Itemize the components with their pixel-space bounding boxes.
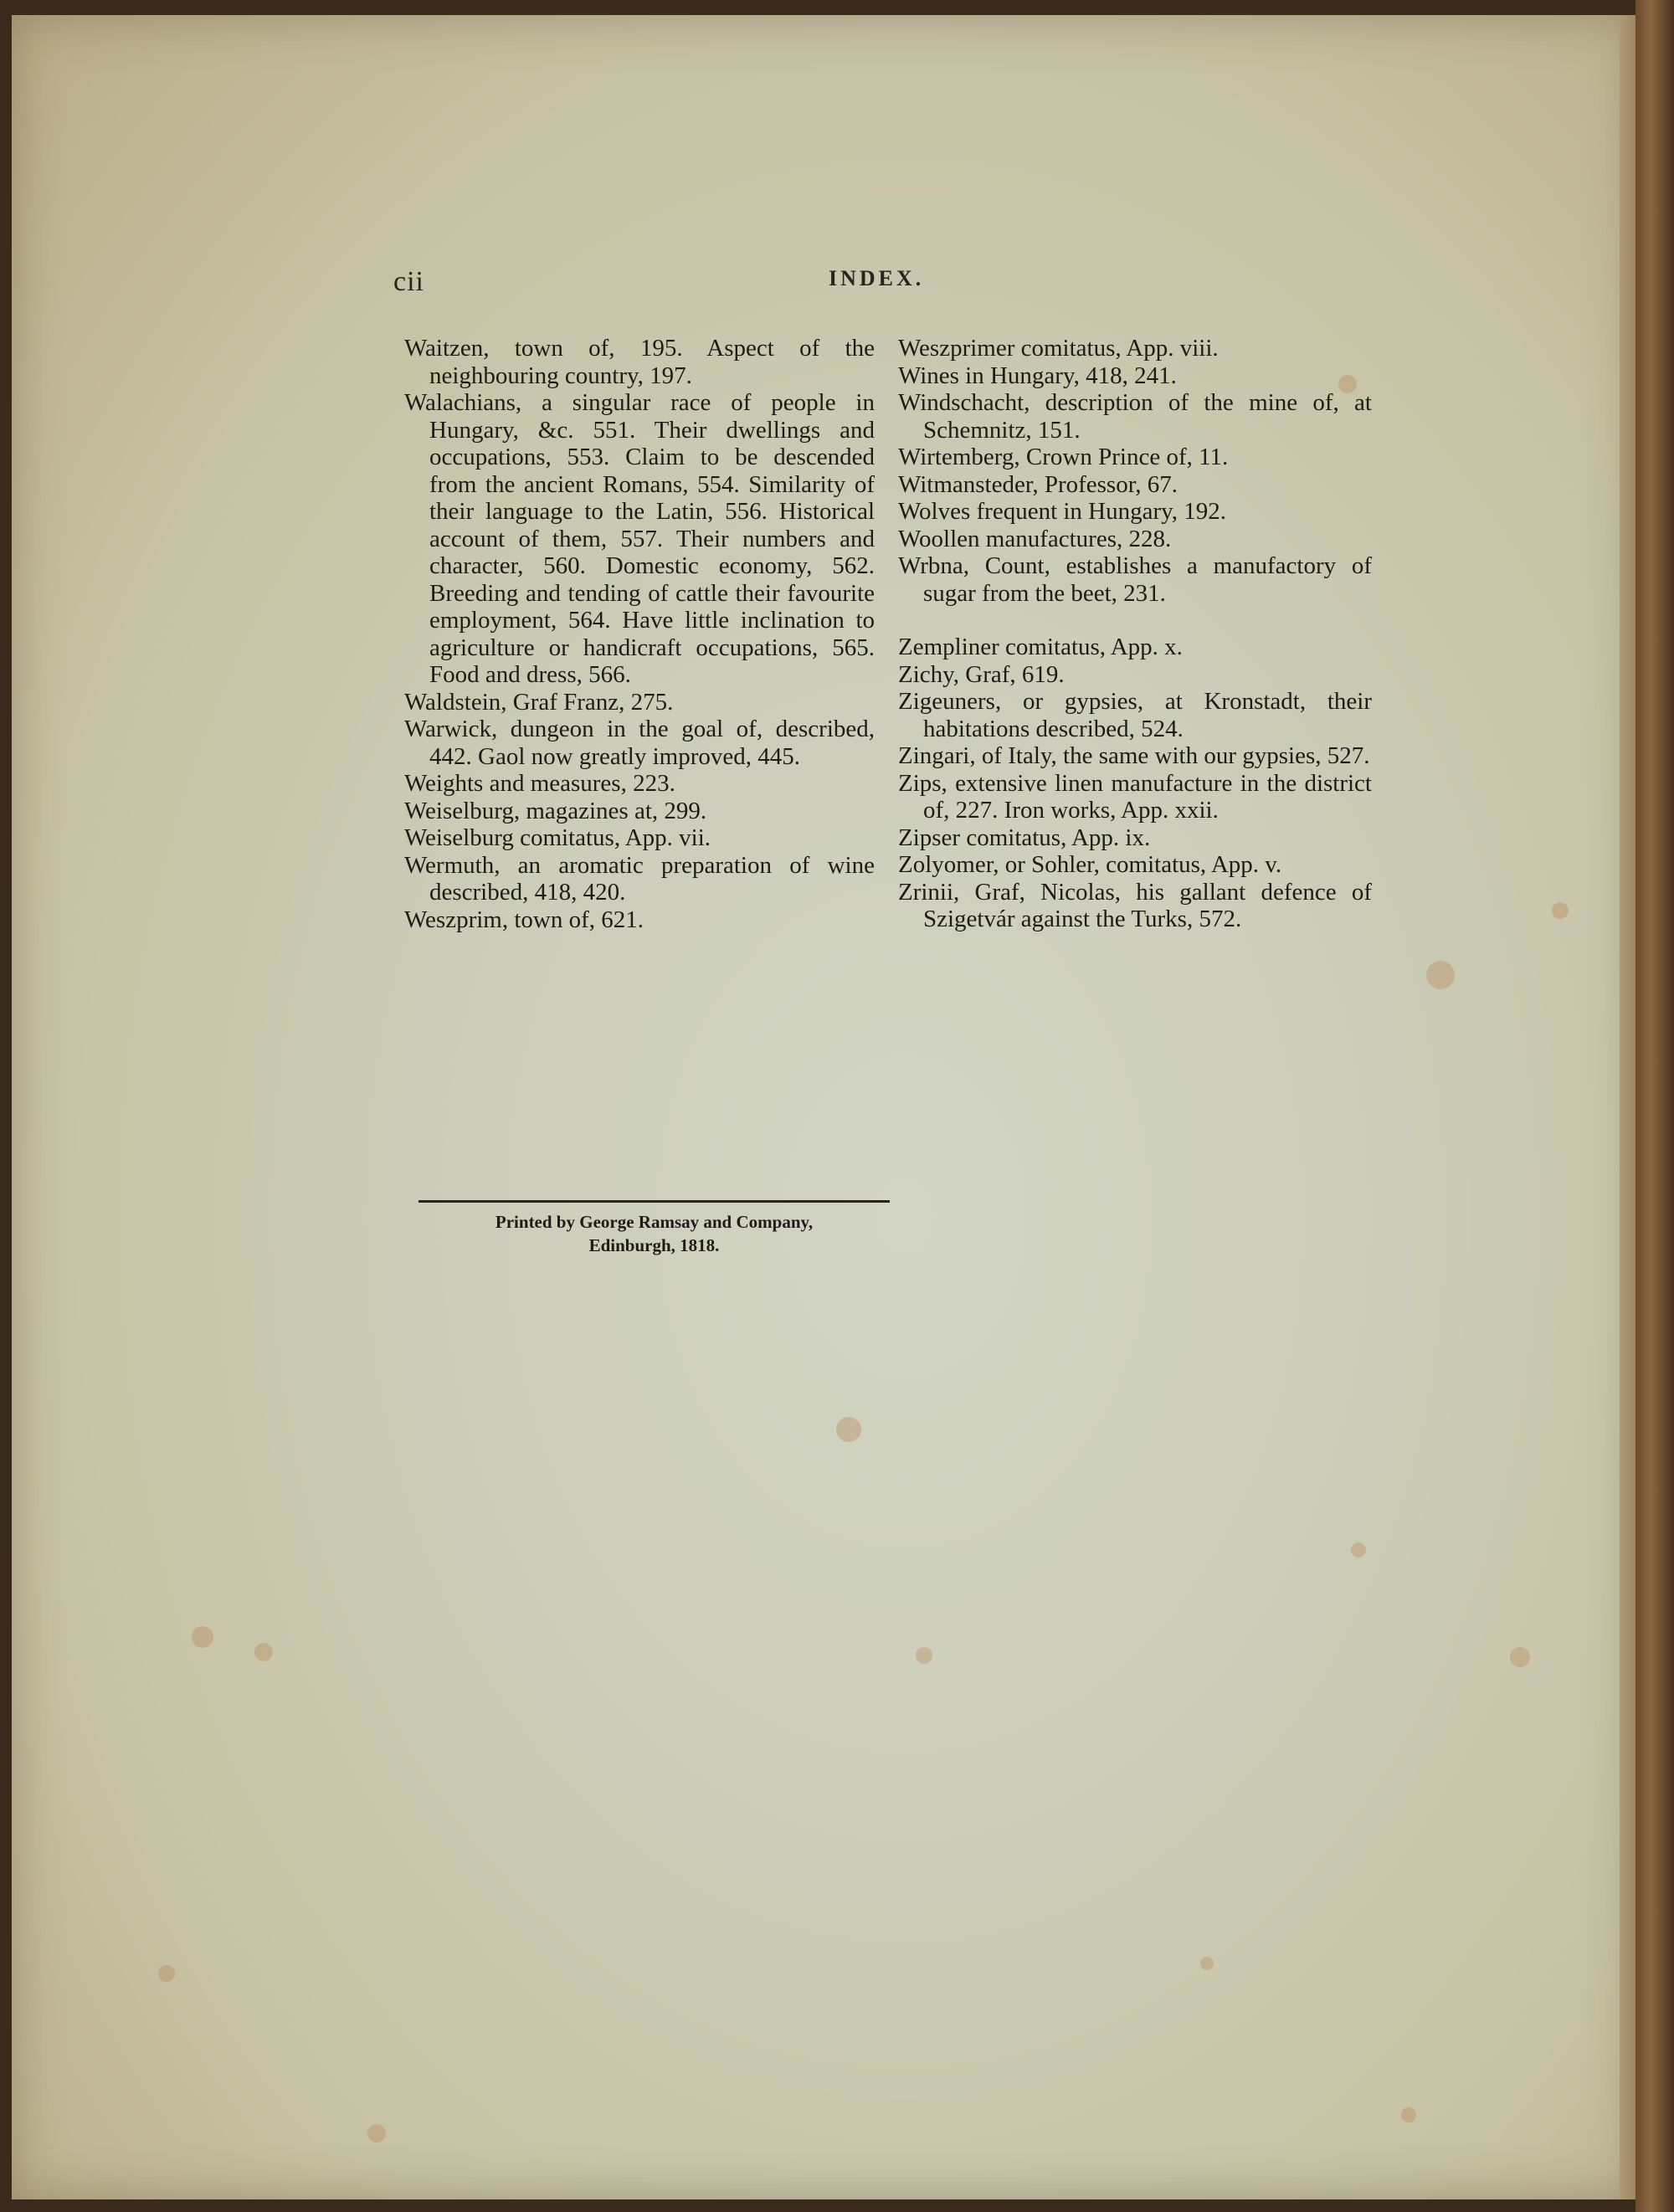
page-number: cii <box>393 266 424 297</box>
index-entry: Zolyomer, or Sohler, comitatus, App. v. <box>898 851 1282 878</box>
index-entry: Windschacht, description of the mine of, at Schemnitz, 151. <box>898 389 1372 444</box>
index-entry: Zipser comitatus, App. ix. <box>898 824 1151 851</box>
printer-imprint <box>418 1210 890 1257</box>
index-entry: Woollen manufactures, 228. <box>898 525 1172 552</box>
index-entry: Waldstein, Graf Franz, 275. <box>404 688 674 716</box>
book-cover-edge <box>1635 0 1674 2212</box>
index-column-right <box>898 335 1372 933</box>
index-entry: Weiselburg comitatus, App. vii. <box>404 824 711 851</box>
index-entry: Warwick, dungeon in the goal of, described, 442. Gaol now greatly improved, 445. <box>404 716 875 770</box>
foxing-stain <box>1351 1542 1366 1558</box>
imprint-line: Edinburgh, 1818. <box>588 1235 720 1255</box>
index-entry: Waitzen, town of, 195. Aspect of the neighbouring country, 197. <box>404 335 875 389</box>
imprint-rule <box>418 1200 890 1203</box>
foxing-stain <box>1426 961 1455 989</box>
index-column-left <box>404 335 875 933</box>
index-entry: Zips, extensive linen manufacture in the district of, 227. Iron works, App. xxii. <box>898 769 1372 824</box>
index-entry: Weszprimer comitatus, App. viii. <box>898 335 1219 362</box>
foxing-stain <box>192 1626 213 1648</box>
index-entry: Witmansteder, Professor, 67. <box>898 470 1178 498</box>
foxing-stain <box>1200 1957 1214 1970</box>
section-gap <box>898 607 1372 634</box>
foxing-stain <box>1401 2107 1416 2122</box>
index-entry: Wirtemberg, Crown Prince of, 11. <box>898 444 1229 470</box>
index-entry: Weszprim, town of, 621. <box>404 906 644 933</box>
index-entry: Zempliner comitatus, App. x. <box>898 634 1183 660</box>
foxing-stain <box>367 2124 386 2143</box>
index-entry: Wolves frequent in Hungary, 192. <box>898 498 1227 525</box>
index-entry: Weights and measures, 223. <box>404 770 675 797</box>
foxing-stain <box>254 1643 273 1661</box>
foxing-stain <box>836 1417 861 1442</box>
index-entry: Weiselburg, magazines at, 299. <box>404 797 707 824</box>
index-entry: Zigeuners, or gypsies, at Kronstadt, their habitations described, 524. <box>898 688 1372 742</box>
index-entry: Wrbna, Count, establishes a manufactory of sugar from the beet, 231. <box>898 552 1372 607</box>
index-entry: Wermuth, an aromatic preparation of wine described, 418, 420. <box>404 851 875 906</box>
foxing-stain <box>1510 1647 1530 1667</box>
imprint-line: Printed by George Ramsay and Company, <box>495 1212 814 1232</box>
index-entry: Zingari, of Italy, the same with our gypsies, 527. <box>898 742 1370 769</box>
index-entry: Walachians, a singular race of people in Hungary, &c. 551. Their dwellings and occupations, 553. Claim to be descended from the ancient Romans, 554. Similarity of their language to the Latin, 556. Historical account of them, 557. Their numbers and character, 560. Domestic economy, 562. Breeding and tending of cattle their favourite employment, 564. Have little inclination to agriculture or handicraft occupations, 565. Food and dress, 566. <box>404 389 875 688</box>
page-title: INDEX. <box>829 266 925 290</box>
index-entry: Zichy, Graf, 619. <box>898 660 1065 688</box>
index-entry: Wines in Hungary, 418, 241. <box>898 362 1177 389</box>
foxing-stain <box>916 1647 932 1664</box>
index-entry: Zrinii, Graf, Nicolas, his gallant defence of Szigetvár against the Turks, 572. <box>898 878 1372 932</box>
foxing-stain <box>158 1965 175 1982</box>
foxing-stain <box>1552 902 1569 919</box>
